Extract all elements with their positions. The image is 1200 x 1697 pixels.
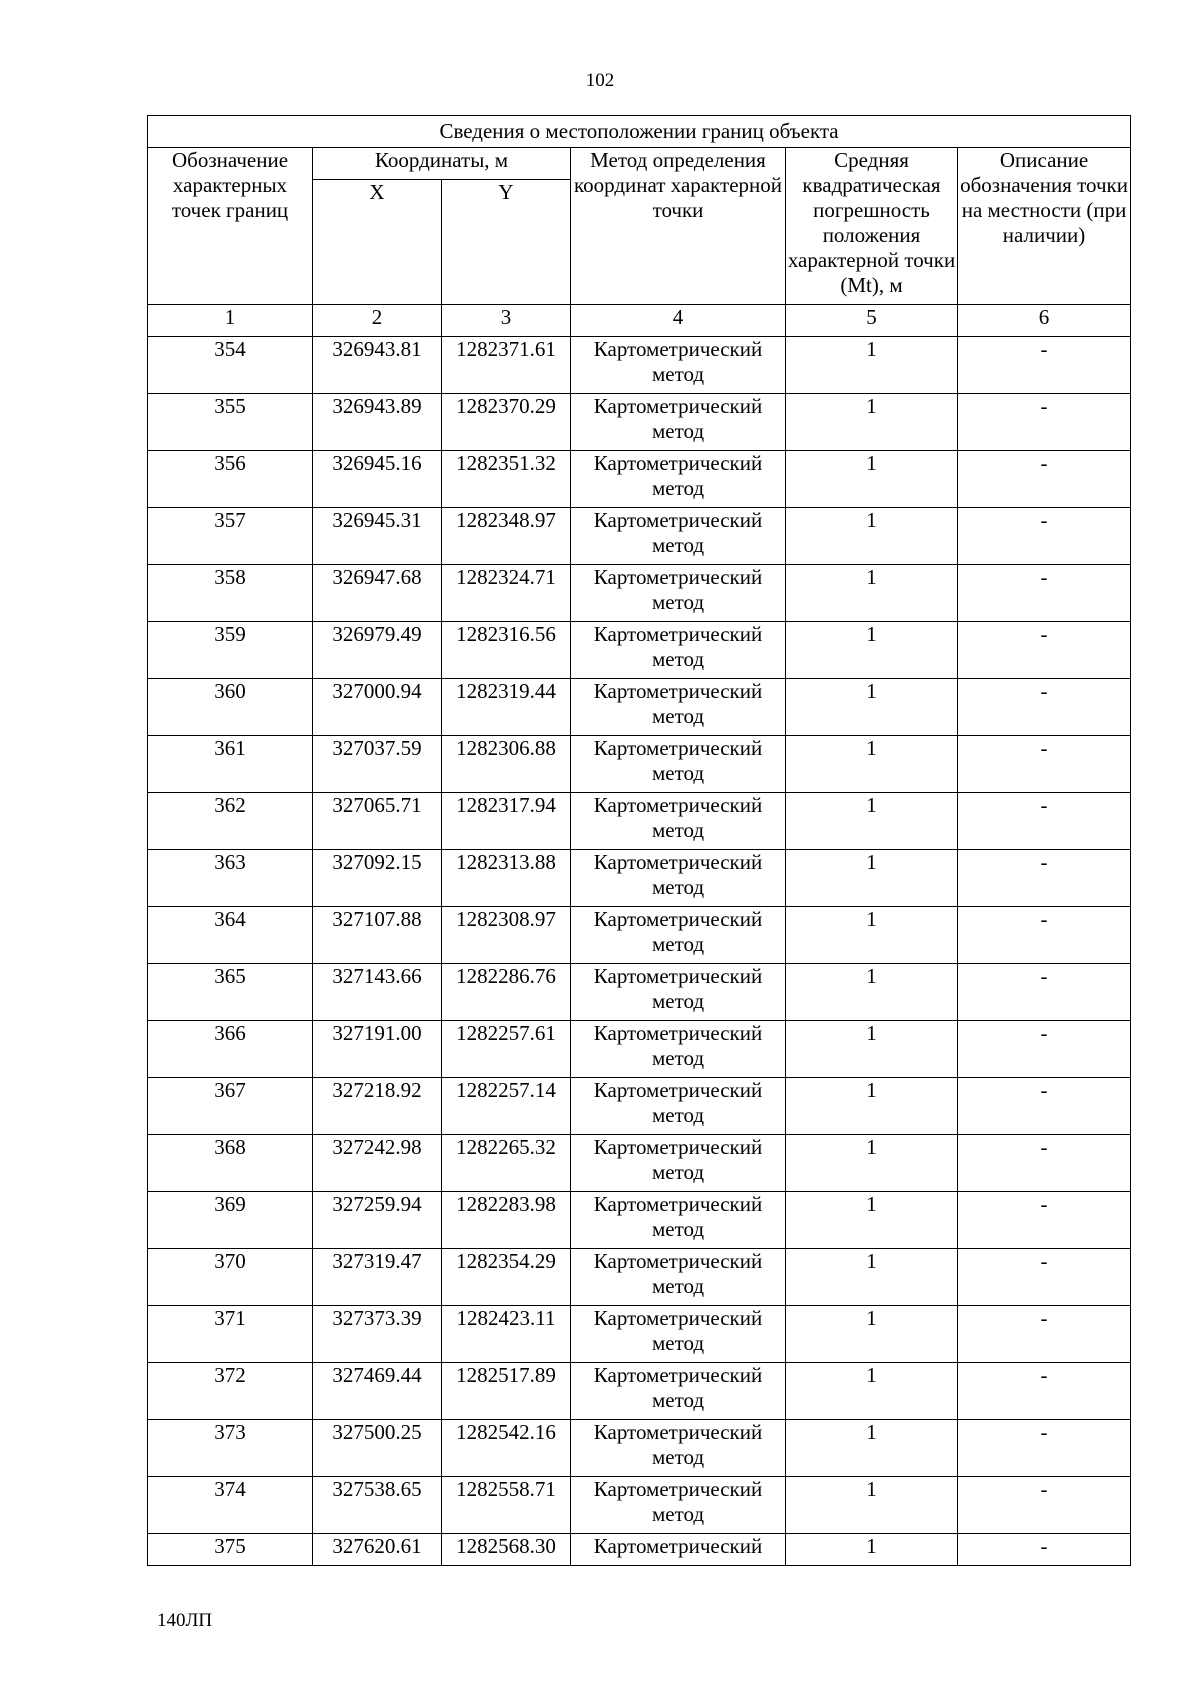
- header-description: Описание обозначения точки на местности (при наличии): [958, 148, 1131, 305]
- cell-method: Картометрический метод: [571, 451, 786, 508]
- cell-error: 1: [786, 1192, 958, 1249]
- table-row: [148, 337, 1131, 394]
- boundary-coordinates-table: [147, 115, 1131, 1566]
- table-row: [148, 1192, 1131, 1249]
- cell-method: Картометрический метод: [571, 793, 786, 850]
- cell-y: 1282517.89: [442, 1363, 571, 1420]
- cell-description: -: [958, 736, 1131, 793]
- cell-point: 366: [148, 1021, 313, 1078]
- table-row: [148, 1135, 1131, 1192]
- cell-x: 327191.00: [313, 1021, 442, 1078]
- table-row: [148, 964, 1131, 1021]
- column-number: 6: [958, 305, 1131, 337]
- cell-method: Картометрический метод: [571, 1135, 786, 1192]
- cell-method: Картометрический: [571, 1534, 786, 1566]
- table-row: [148, 1477, 1131, 1534]
- cell-error: 1: [786, 1534, 958, 1566]
- cell-x: 327037.59: [313, 736, 442, 793]
- cell-y: 1282313.88: [442, 850, 571, 907]
- cell-method: Картометрический метод: [571, 565, 786, 622]
- cell-description: -: [958, 565, 1131, 622]
- cell-x: 326947.68: [313, 565, 442, 622]
- cell-method: Картометрический метод: [571, 1420, 786, 1477]
- cell-point: 358: [148, 565, 313, 622]
- cell-x: 327065.71: [313, 793, 442, 850]
- cell-error: 1: [786, 565, 958, 622]
- cell-point: 367: [148, 1078, 313, 1135]
- cell-y: 1282286.76: [442, 964, 571, 1021]
- cell-x: 327107.88: [313, 907, 442, 964]
- cell-method: Картометрический метод: [571, 1021, 786, 1078]
- cell-description: -: [958, 1534, 1131, 1566]
- cell-point: 373: [148, 1420, 313, 1477]
- cell-error: 1: [786, 1306, 958, 1363]
- table-title: Сведения о местоположении границ объекта: [148, 116, 1131, 148]
- cell-description: -: [958, 1135, 1131, 1192]
- cell-x: 327373.39: [313, 1306, 442, 1363]
- table-row: [148, 394, 1131, 451]
- cell-y: 1282324.71: [442, 565, 571, 622]
- table-row: [148, 508, 1131, 565]
- table-row: [148, 451, 1131, 508]
- cell-method: Картометрический метод: [571, 964, 786, 1021]
- cell-y: 1282371.61: [442, 337, 571, 394]
- cell-x: 327319.47: [313, 1249, 442, 1306]
- cell-error: 1: [786, 337, 958, 394]
- cell-description: -: [958, 337, 1131, 394]
- cell-description: -: [958, 508, 1131, 565]
- cell-method: Картометрический метод: [571, 1192, 786, 1249]
- cell-error: 1: [786, 1420, 958, 1477]
- cell-description: -: [958, 1078, 1131, 1135]
- cell-description: -: [958, 679, 1131, 736]
- cell-point: 363: [148, 850, 313, 907]
- cell-x: 327538.65: [313, 1477, 442, 1534]
- table-row: [148, 736, 1131, 793]
- cell-description: -: [958, 1192, 1131, 1249]
- cell-x: 327242.98: [313, 1135, 442, 1192]
- cell-description: -: [958, 394, 1131, 451]
- cell-point: 365: [148, 964, 313, 1021]
- table-row: [148, 793, 1131, 850]
- table-row-last: [148, 1534, 1131, 1566]
- cell-method: Картометрический метод: [571, 1363, 786, 1420]
- cell-error: 1: [786, 736, 958, 793]
- cell-description: -: [958, 964, 1131, 1021]
- cell-y: 1282423.11: [442, 1306, 571, 1363]
- cell-error: 1: [786, 1249, 958, 1306]
- column-numbers-row: [148, 305, 1131, 337]
- cell-y: 1282351.32: [442, 451, 571, 508]
- cell-method: Картометрический метод: [571, 1306, 786, 1363]
- cell-description: -: [958, 850, 1131, 907]
- cell-x: 327469.44: [313, 1363, 442, 1420]
- cell-error: 1: [786, 1363, 958, 1420]
- cell-description: -: [958, 1363, 1131, 1420]
- table-row: [148, 679, 1131, 736]
- cell-point: 368: [148, 1135, 313, 1192]
- header-point-designation: Обозначение характерных точек границ: [148, 148, 313, 305]
- cell-method: Картометрический метод: [571, 622, 786, 679]
- cell-error: 1: [786, 1477, 958, 1534]
- cell-y: 1282316.56: [442, 622, 571, 679]
- cell-point: 361: [148, 736, 313, 793]
- cell-point: 356: [148, 451, 313, 508]
- cell-x: 327218.92: [313, 1078, 442, 1135]
- cell-error: 1: [786, 679, 958, 736]
- table-row: [148, 622, 1131, 679]
- cell-description: -: [958, 1477, 1131, 1534]
- column-number: 3: [442, 305, 571, 337]
- cell-error: 1: [786, 964, 958, 1021]
- cell-x: 327259.94: [313, 1192, 442, 1249]
- cell-y: 1282348.97: [442, 508, 571, 565]
- cell-method: Картометрический метод: [571, 850, 786, 907]
- cell-description: -: [958, 1306, 1131, 1363]
- table-row: [148, 907, 1131, 964]
- header-x: X: [313, 180, 442, 305]
- cell-y: 1282370.29: [442, 394, 571, 451]
- cell-y: 1282542.16: [442, 1420, 571, 1477]
- cell-x: 326979.49: [313, 622, 442, 679]
- cell-method: Картометрический метод: [571, 907, 786, 964]
- column-number: 1: [148, 305, 313, 337]
- table-body: [148, 337, 1131, 1566]
- cell-method: Картометрический метод: [571, 736, 786, 793]
- table-row: [148, 1306, 1131, 1363]
- cell-error: 1: [786, 508, 958, 565]
- table-row: [148, 1420, 1131, 1477]
- cell-description: -: [958, 1420, 1131, 1477]
- cell-y: 1282354.29: [442, 1249, 571, 1306]
- cell-y: 1282257.61: [442, 1021, 571, 1078]
- cell-description: -: [958, 793, 1131, 850]
- cell-y: 1282306.88: [442, 736, 571, 793]
- cell-point: 364: [148, 907, 313, 964]
- cell-method: Картометрический метод: [571, 1477, 786, 1534]
- cell-error: 1: [786, 622, 958, 679]
- table-row: [148, 1363, 1131, 1420]
- cell-x: 327143.66: [313, 964, 442, 1021]
- cell-point: 360: [148, 679, 313, 736]
- cell-x: 327092.15: [313, 850, 442, 907]
- column-number: 5: [786, 305, 958, 337]
- header-error: Средняя квадратическая погрешность положения характерной точки (Mt), м: [786, 148, 958, 305]
- table-row: [148, 1249, 1131, 1306]
- cell-y: 1282319.44: [442, 679, 571, 736]
- cell-error: 1: [786, 451, 958, 508]
- header-y: Y: [442, 180, 571, 305]
- cell-y: 1282308.97: [442, 907, 571, 964]
- cell-y: 1282257.14: [442, 1078, 571, 1135]
- cell-method: Картометрический метод: [571, 508, 786, 565]
- table-row: [148, 565, 1131, 622]
- cell-description: -: [958, 907, 1131, 964]
- cell-description: -: [958, 451, 1131, 508]
- cell-point: 372: [148, 1363, 313, 1420]
- table-row: [148, 1021, 1131, 1078]
- cell-description: -: [958, 1021, 1131, 1078]
- cell-method: Картометрический метод: [571, 394, 786, 451]
- header-coordinates: Координаты, м: [313, 148, 571, 180]
- cell-description: -: [958, 622, 1131, 679]
- cell-error: 1: [786, 1135, 958, 1192]
- page-number: 102: [585, 70, 615, 91]
- cell-error: 1: [786, 907, 958, 964]
- cell-description: -: [958, 1249, 1131, 1306]
- cell-y: 1282568.30: [442, 1534, 571, 1566]
- cell-point: 370: [148, 1249, 313, 1306]
- column-number: 2: [313, 305, 442, 337]
- cell-x: 327000.94: [313, 679, 442, 736]
- cell-y: 1282558.71: [442, 1477, 571, 1534]
- cell-x: 327620.61: [313, 1534, 442, 1566]
- column-number: 4: [571, 305, 786, 337]
- cell-error: 1: [786, 1078, 958, 1135]
- cell-error: 1: [786, 793, 958, 850]
- cell-y: 1282317.94: [442, 793, 571, 850]
- header-method: Метод определения координат характерной точки: [571, 148, 786, 305]
- cell-x: 327500.25: [313, 1420, 442, 1477]
- cell-point: 362: [148, 793, 313, 850]
- cell-point: 355: [148, 394, 313, 451]
- cell-error: 1: [786, 850, 958, 907]
- cell-x: 326945.31: [313, 508, 442, 565]
- cell-x: 326943.89: [313, 394, 442, 451]
- cell-point: 375: [148, 1534, 313, 1566]
- cell-point: 357: [148, 508, 313, 565]
- cell-method: Картометрический метод: [571, 1078, 786, 1135]
- cell-point: 359: [148, 622, 313, 679]
- cell-point: 374: [148, 1477, 313, 1534]
- cell-x: 326943.81: [313, 337, 442, 394]
- cell-method: Картометрический метод: [571, 337, 786, 394]
- cell-error: 1: [786, 1021, 958, 1078]
- cell-y: 1282265.32: [442, 1135, 571, 1192]
- cell-x: 326945.16: [313, 451, 442, 508]
- table-row: [148, 850, 1131, 907]
- cell-point: 354: [148, 337, 313, 394]
- cell-point: 371: [148, 1306, 313, 1363]
- footer-code: 140ЛП: [157, 1610, 213, 1631]
- cell-point: 369: [148, 1192, 313, 1249]
- cell-error: 1: [786, 394, 958, 451]
- cell-method: Картометрический метод: [571, 679, 786, 736]
- cell-y: 1282283.98: [442, 1192, 571, 1249]
- table-row: [148, 1078, 1131, 1135]
- cell-method: Картометрический метод: [571, 1249, 786, 1306]
